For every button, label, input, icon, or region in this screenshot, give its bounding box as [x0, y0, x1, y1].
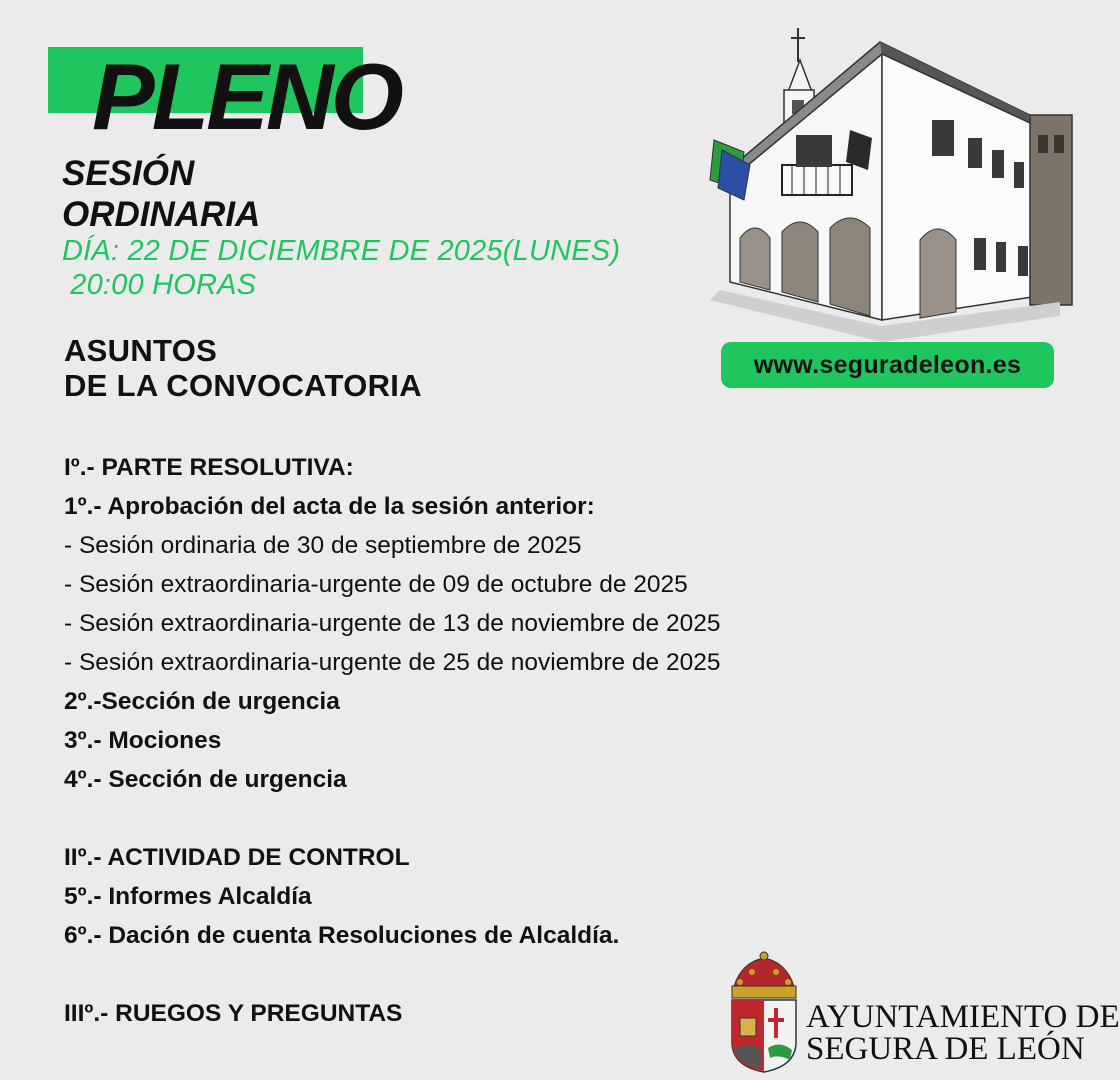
page-title: PLENO [92, 44, 401, 149]
session-entry: - Sesión ordinaria de 30 de septiembre de 2025 [64, 532, 582, 559]
part2-heading: IIº.- ACTIVIDAD DE CONTROL [64, 844, 410, 871]
asuntos-heading-line1: ASUNTOS [64, 333, 218, 368]
website-link[interactable]: www.seguradeleon.es [721, 342, 1054, 388]
session-type-line2: ORDINARIA [62, 195, 261, 234]
session-entry: - Sesión extraordinaria-urgente de 09 de octubre de 2025 [64, 571, 688, 598]
agenda-item-6: 6º.- Dación de cuenta Resoluciones de Alcaldía. [64, 922, 620, 949]
session-time: 20:00 HORAS [62, 269, 257, 301]
session-date: DÍA: 22 DE DICIEMBRE DE 2025(LUNES) [62, 235, 621, 267]
town-hall-illustration [700, 20, 1080, 340]
logo-text-line1: AYUNTAMIENTO DE [806, 999, 1120, 1035]
spacer [64, 799, 964, 838]
part3-heading: IIIº.- RUEGOS Y PREGUNTAS [64, 1000, 403, 1027]
session-entry: - Sesión extraordinaria-urgente de 25 de noviembre de 2025 [64, 649, 721, 676]
asuntos-heading-line2: DE LA CONVOCATORIA [64, 368, 422, 403]
agenda-list [64, 448, 964, 1033]
agenda-item-3: 3º.- Mociones [64, 727, 222, 754]
session-type-line1: SESIÓN [62, 154, 195, 193]
session-entry: - Sesión extraordinaria-urgente de 13 de noviembre de 2025 [64, 610, 721, 637]
logo-text-line2: SEGURA DE LEÓN [806, 1031, 1085, 1067]
part1-heading: Iº.- PARTE RESOLUTIVA: [64, 454, 354, 481]
agenda-item-2: 2º.-Sección de urgencia [64, 688, 340, 715]
agenda-item-4: 4º.- Sección de urgencia [64, 766, 347, 793]
agenda-item-5: 5º.- Informes Alcaldía [64, 883, 312, 910]
coat-of-arms-icon [726, 950, 802, 1074]
spacer [64, 955, 964, 994]
agenda-item-1: 1º.- Aprobación del acta de la sesión anterior: [64, 493, 595, 520]
